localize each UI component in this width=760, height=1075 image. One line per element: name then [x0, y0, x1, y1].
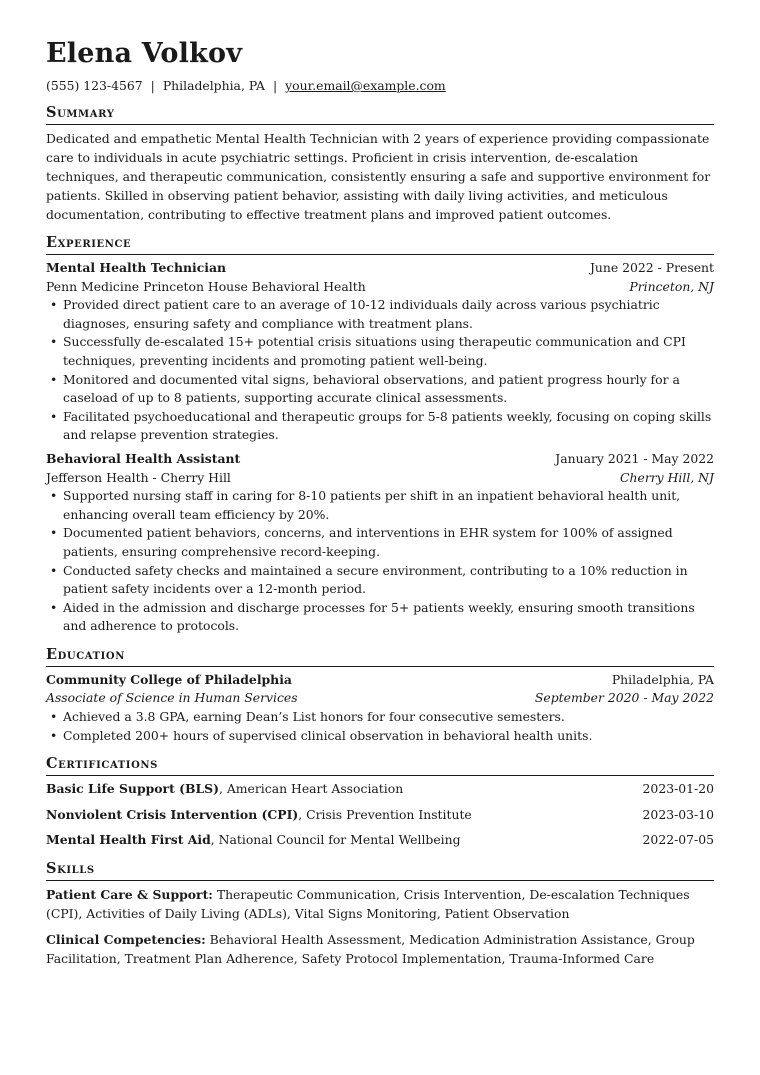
cert-name: Mental Health First Aid [46, 832, 211, 848]
cert-row [46, 806, 714, 825]
school-name: Community College of Philadelphia [46, 671, 292, 687]
job-bullets [46, 296, 714, 445]
candidate-name: Elena Volkov [46, 38, 243, 69]
contact-line [46, 78, 714, 94]
bullet-item: • Achieved a 3.8 GPA, earning Dean’s List honors for four consecutive semesters. [63, 708, 714, 727]
job-dates: June 2022 - Present [589, 260, 714, 275]
phone: (555) 123-4567 [46, 78, 143, 93]
cert-issuer: , National Council for Mental Wellbeing [210, 832, 461, 848]
email-link[interactable]: your.email@example.com [285, 78, 446, 93]
education-bullets [46, 708, 714, 745]
bullet-item: • Conducted safety checks and maintained a secure environment, contributing to a 10% reduction in patient safety incidents over a 12-month period. [63, 562, 714, 599]
bullet-item: • Facilitated psychoeducational and therapeutic groups for 5-8 patients weekly, focusing on coping skills and relapse prevention strategies. [63, 408, 714, 445]
section-title-certifications: Certifications [46, 755, 714, 776]
job-location: Princeton, NJ [629, 278, 714, 294]
job-location: Cherry Hill, NJ [620, 469, 714, 485]
cert-date: 2023-01-20 [642, 781, 714, 797]
skill-group [46, 885, 714, 923]
job-entry [46, 259, 714, 445]
bullet-item: • Provided direct patient care to an average of 10-12 individuals daily across various psychiatric diagnoses, ensuring safety and compliance with treatment plans. [63, 296, 714, 333]
job-role: Mental Health Technician [46, 260, 226, 275]
bullet-item: • Successfully de-escalated 15+ potential crisis situations using therapeutic communication and CPI techniques, preventing incidents and promoting patient well-being. [63, 333, 714, 370]
job-entry [46, 450, 714, 636]
bullet-item: • Supported nursing staff in caring for 8-10 patients per shift in an inpatient behavioral health unit, enhancing overall team efficiency by 20%. [63, 487, 714, 524]
section-title-experience: Experience [46, 234, 714, 255]
job-bullets [46, 487, 714, 636]
section-title-skills: Skills [46, 860, 714, 881]
cert-name: Basic Life Support (BLS) [46, 781, 219, 797]
contact-separator: | [272, 78, 278, 93]
cert-date: 2022-07-05 [642, 832, 714, 848]
bullet-item: • Aided in the admission and discharge processes for 5+ patients weekly, ensuring smooth transitions and adherence to protocols. [63, 599, 714, 636]
cert-issuer: , Crisis Prevention Institute [298, 806, 472, 822]
skill-text: Behavioral Health Assessment, Medication Administration Assistance, Group Facilitation, Treatment Plan Adherence, Safety Protocol Implementation, Trauma-Informed Care [46, 932, 695, 967]
degree: Associate of Science in Human Services [46, 690, 298, 706]
bullet-item: • Monitored and documented vital signs, behavioral observations, and patient progress hourly for a caseload of up to 8 patients, supporting accurate clinical assessments. [63, 371, 714, 408]
school-location: Philadelphia, PA [611, 671, 714, 687]
bullet-item: • Documented patient behaviors, concerns, and interventions in EHR system for 100% of assigned patients, ensuring comprehensive record-keeping. [63, 524, 714, 561]
skill-group [46, 930, 714, 968]
contact-separator: | [150, 78, 155, 93]
bullet-item: • Completed 200+ hours of supervised clinical observation in behavioral health units. [63, 727, 714, 746]
job-org: Jefferson Health - Cherry Hill [46, 469, 231, 485]
skill-label: Patient Care & Support: [46, 887, 213, 903]
summary-text: Dedicated and empathetic Mental Health Technician with 2 years of experience providing compassionate care to individuals in acute psychiatric settings. Proficient in crisis intervention, de-escalation techniques, and therapeutic communication, consistently ensuring a safe and supportive environment for patients. Skilled in observing patient behavior, assisting with daily living activities, and meticulous documentation, contributing to effective treatment plans and improved patient outcomes. [46, 131, 711, 222]
job-role: Behavioral Health Assistant [46, 450, 241, 466]
cert-date: 2023-03-10 [642, 806, 714, 822]
section-title-education: Education [46, 646, 714, 667]
job-org: Penn Medicine Princeton House Behavioral Health [46, 278, 366, 294]
location: Philadelphia, PA [162, 78, 265, 93]
job-dates: January 2021 - May 2022 [555, 450, 714, 466]
cert-row [46, 831, 714, 850]
cert-row [46, 780, 714, 799]
education-dates: September 2020 - May 2022 [534, 690, 714, 706]
cert-issuer: , American Heart Association [218, 781, 404, 797]
skill-label: Clinical Competencies: [46, 932, 206, 948]
cert-name: Nonviolent Crisis Intervention (CPI) [46, 806, 299, 822]
section-title-summary: Summary [46, 104, 714, 125]
skill-text: Therapeutic Communication, Crisis Intervention, De-escalation Techniques (CPI), Activities of Daily Living (ADLs), Vital Signs Monitoring, Patient Observation [46, 887, 690, 922]
